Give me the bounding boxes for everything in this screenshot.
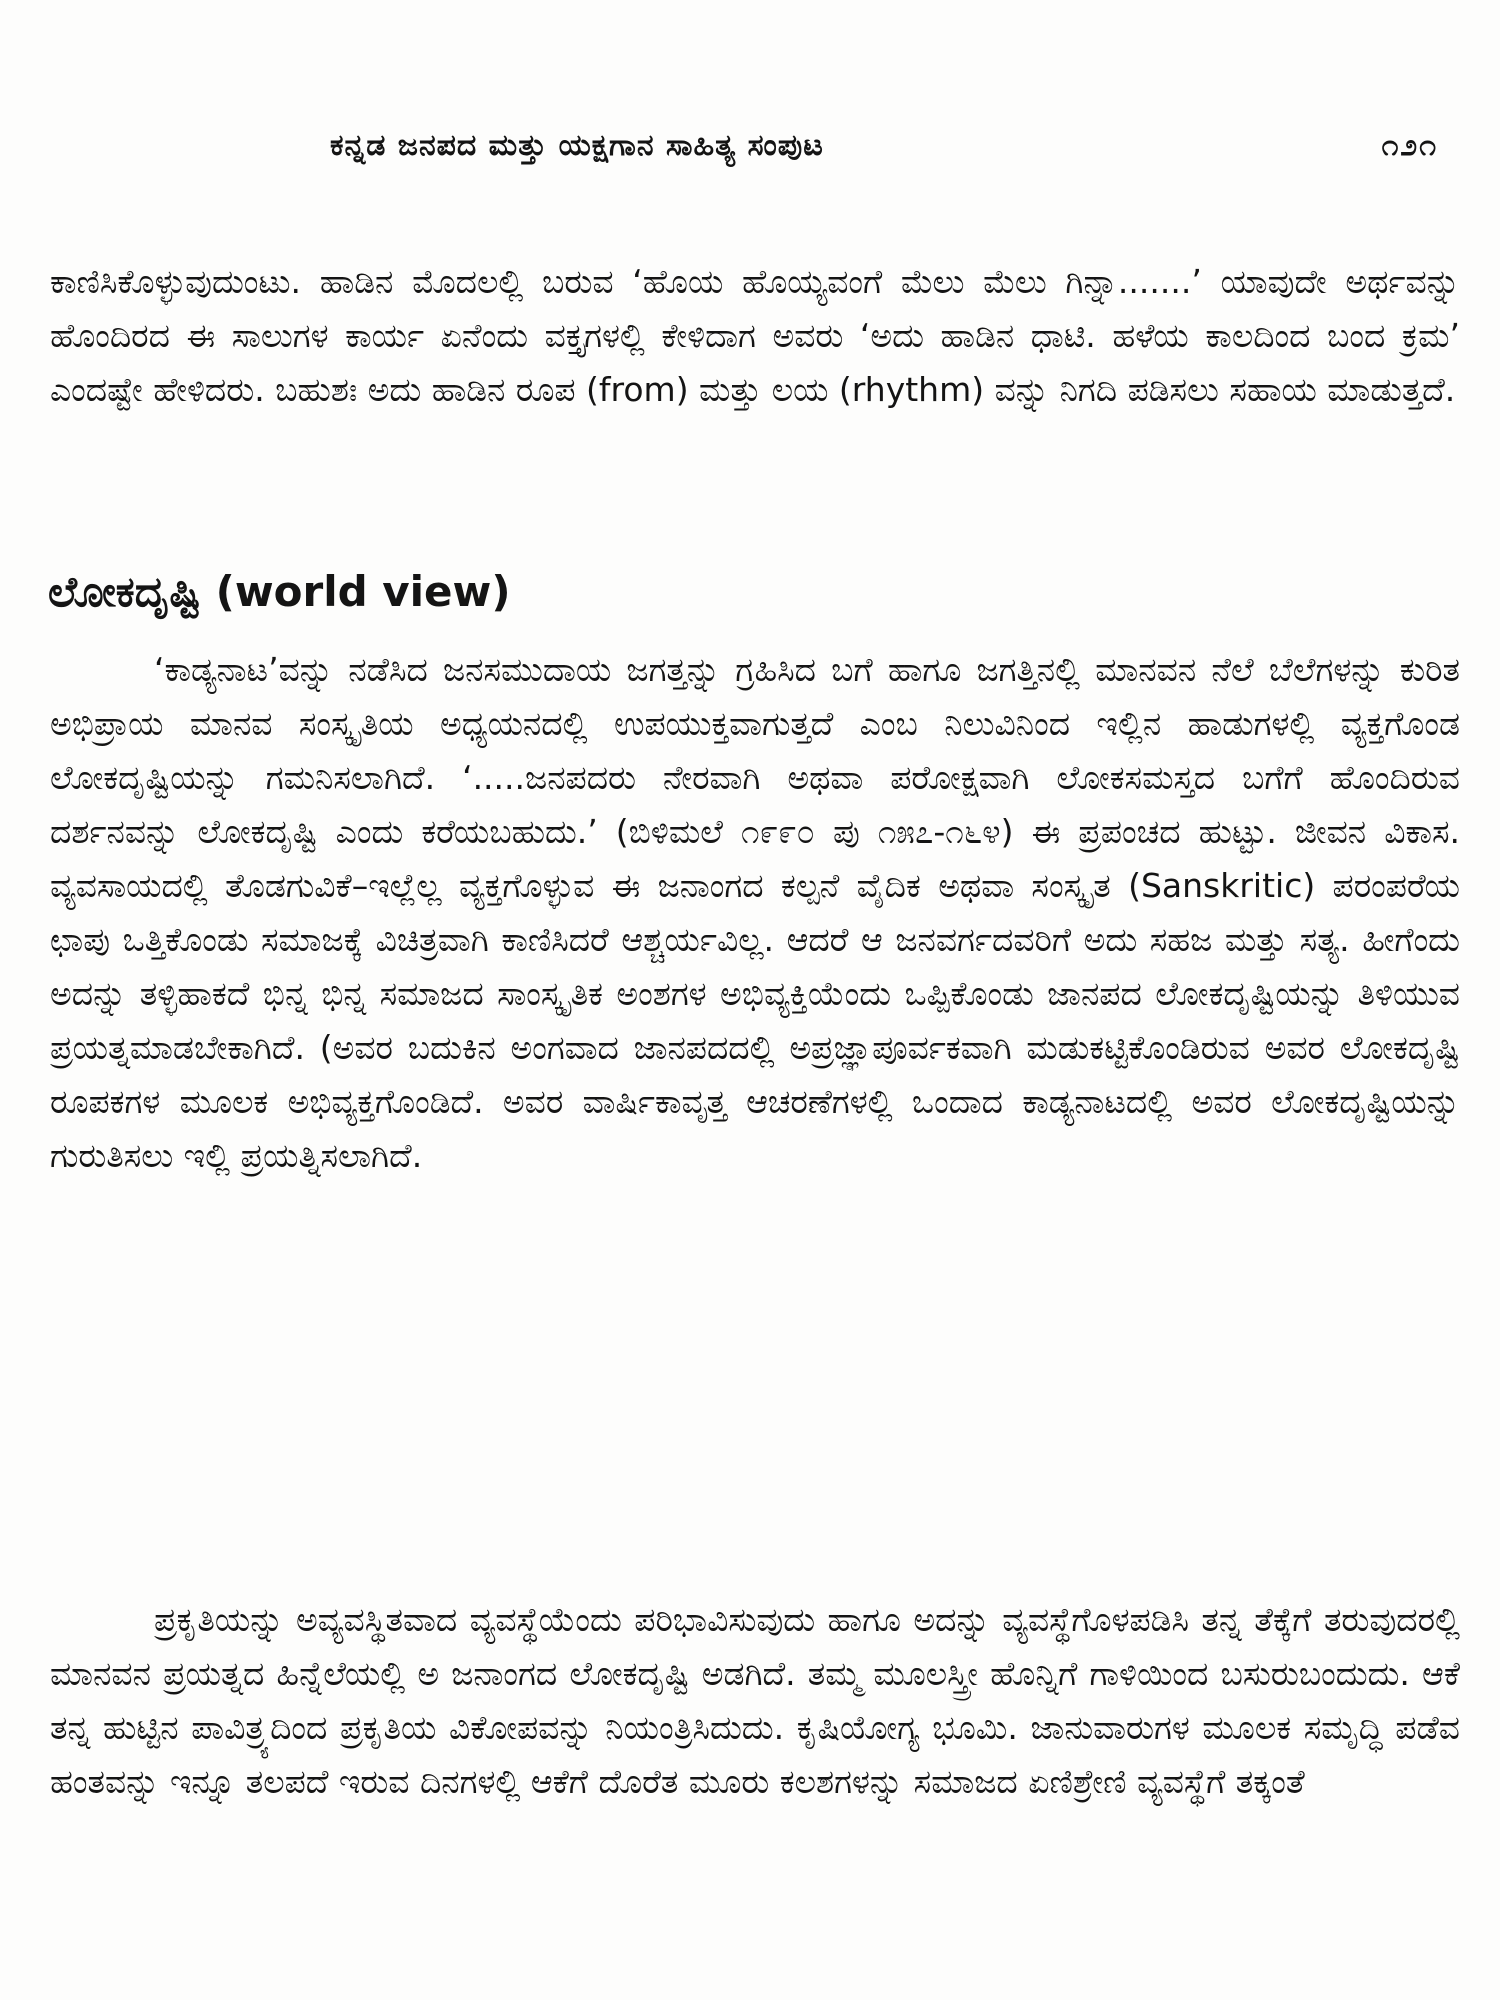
paragraph-3: ಪ್ರಕೃತಿಯನ್ನು ಅವ್ಯವಸ್ಥಿತವಾದ ವ್ಯವಸ್ಥೆಯೆಂದು ಪರಿಭಾವಿಸುವುದು ಹಾಗೂ ಅದನ್ನು ವ್ಯವಸ್ಥೆಗೊಳಪಡಿಸಿ ತನ್ನ ತೆಕ್ಕೆಗೆ ತರುವುದರಲ್ಲಿ ಮಾನವನ ಪ್ರಯತ್ನದ ಹಿನ್ನೆಲೆಯಲ್ಲಿ ಅ ಜನಾಂಗದ ಲೋಕದೃಷ್ಟಿ ಅಡಗಿದೆ. ತಮ್ಮ ಮೂಲಸ್ತ್ರೀ ಹೊನ್ನಿಗೆ ಗಾಳಿಯಿಂದ ಬಸುರುಬಂದುದು. ಆಕೆ ತನ್ನ ಹುಟ್ಟಿನ ಪಾವಿತ್ರ್ಯದಿಂದ ಪ್ರಕೃತಿಯ ವಿಕೋಪವನ್ನು ನಿಯಂತ್ರಿಸಿದುದು. ಕೃಷಿಯೋಗ್ಯ ಭೂಮಿ. ಜಾನುವಾರುಗಳ ಮೂಲಕ ಸಮೃದ್ಧಿ ಪಡೆವ ಹಂತವನ್ನು ಇನ್ನೂ ತಲಪದೆ ಇರುವ ದಿನಗಳಲ್ಲಿ ಆಕೆಗೆ ದೊರೆತ ಮೂರು ಕಲಶಗಳನ್ನು ಸಮಾಜದ ಏಣಿಶ್ರೇಣಿ ವ್ಯವಸ್ಥೆಗೆ ತಕ್ಕಂತೆ: [50, 1600, 1460, 1801]
section-heading-world-view: ಲೋಕದೃಷ್ಟಿ (world view): [48, 566, 511, 616]
paragraph-2: ‘ಕಾಡ್ಯನಾಟ’ವನ್ನು ನಡೆಸಿದ ಜನಸಮುದಾಯ ಜಗತ್ತನ್ನು ಗ್ರಹಿಸಿದ ಬಗೆ ಹಾಗೂ ಜಗತ್ತಿನಲ್ಲಿ ಮಾನವನ ನೆಲೆ ಬೆಲೆಗಳನ್ನು ಕುರಿತ ಅಭಿಪ್ರಾಯ ಮಾನವ ಸಂಸ್ಕೃತಿಯ ಅಧ್ಯಯನದಲ್ಲಿ ಉಪಯುಕ್ತವಾಗುತ್ತದೆ ಎಂಬ ನಿಲುವಿನಿಂದ ಇಲ್ಲಿನ ಹಾಡುಗಳಲ್ಲಿ ವ್ಯಕ್ತಗೊಂಡ ಲೋಕದೃಷ್ಟಿಯನ್ನು ಗಮನಿಸಲಾಗಿದೆ. ‘.....ಜನಪದರು ನೇರವಾಗಿ ಅಥವಾ ಪರೋಕ್ಷವಾಗಿ ಲೋಕಸಮಸ್ತದ ಬಗೆಗೆ ಹೊಂದಿರುವ ದರ್ಶನವನ್ನು ಲೋಕದೃಷ್ಟಿ ಎಂದು ಕರೆಯಬಹುದು.’ (ಬಿಳಿಮಲೆ ೧೯೯೦ ಪು ೧೫೭-೧೬೪) ಈ ಪ್ರಪಂಚದ ಹುಟ್ಟು. ಜೀವನ ವಿಕಾಸ. ವ್ಯವಸಾಯದಲ್ಲಿ ತೊಡಗುವಿಕೆ–ಇಲ್ಲೆಲ್ಲ ವ್ಯಕ್ತಗೊಳ್ಳುವ ಈ ಜನಾಂಗದ ಕಲ್ಪನೆ ವೈದಿಕ ಅಥವಾ ಸಂಸ್ಕೃತ (Sanskritic) ಪರಂಪರೆಯ ಛಾಪು ಒತ್ತಿಕೊಂಡು ಸಮಾಜಕ್ಕೆ ವಿಚಿತ್ರವಾಗಿ ಕಾಣಿಸಿದರೆ ಆಶ್ಚರ್ಯವಿಲ್ಲ. ಆದರೆ ಆ ಜನವರ್ಗದವರಿಗೆ ಅದು ಸಹಜ ಮತ್ತು ಸತ್ಯ. ಹೀಗೆಂದು ಅದನ್ನು ತಳ್ಳಿಹಾಕದೆ ಭಿನ್ನ ಭಿನ್ನ ಸಮಾಜದ ಸಾಂಸ್ಕೃತಿಕ ಅಂಶಗಳ ಅಭಿವ್ಯಕ್ತಿಯೆಂದು ಒಪ್ಪಿಕೊಂಡು ಜಾನಪದ ಲೋಕದೃಷ್ಟಿಯನ್ನು ತಿಳಿಯುವ ಪ್ರಯತ್ನಮಾಡಬೇಕಾಗಿದೆ. (ಅವರ ಬದುಕಿನ ಅಂಗವಾದ ಜಾನಪದದಲ್ಲಿ ಅಪ್ರಜ್ಞಾಪೂರ್ವಕವಾಗಿ ಮಡುಕಟ್ಟಿಕೊಂಡಿರುವ ಅವರ ಲೋಕದೃಷ್ಟಿ ರೂಪಕಗಳ ಮೂಲಕ ಅಭಿವ್ಯಕ್ತಗೊಂಡಿದೆ. ಅವರ ವಾರ್ಷಿಕಾವೃತ್ತ ಆಚರಣೆಗಳಲ್ಲಿ ಒಂದಾದ ಕಾಡ್ಯನಾಟದಲ್ಲಿ ಅವರ ಲೋಕದೃಷ್ಟಿಯನ್ನು ಗುರುತಿಸಲು ಇಲ್ಲಿ ಪ್ರಯತ್ನಿಸಲಾಗಿದೆ.: [50, 650, 1460, 1175]
running-head-title: ಕನ್ನಡ ಜನಪದ ಮತ್ತು ಯಕ್ಷಗಾನ ಸಾಹಿತ್ಯ ಸಂಪುಟ: [330, 128, 824, 163]
paragraph-1: ಕಾಣಿಸಿಕೊಳ್ಳುವುದುಂಟು. ಹಾಡಿನ ಮೊದಲಲ್ಲಿ ಬರುವ ‘ಹೊಯ ಹೊಯ್ಯವಂಗೆ ಮೆಲು ಮೆಲು ಗಿನ್ನಾ.......’ ಯಾವುದೇ ಅರ್ಥವನ್ನು ಹೊಂದಿರದ ಈ ಸಾಲುಗಳ ಕಾರ್ಯ ಏನೆಂದು ವಕ್ತೃಗಳಲ್ಲಿ ಕೇಳಿದಾಗ ಅವರು ‘ಅದು ಹಾಡಿನ ಧಾಟಿ. ಹಳೆಯ ಕಾಲದಿಂದ ಬಂದ ಕ್ರಮ’ ಎಂದಷ್ಟೇ ಹೇಳಿದರು. ಬಹುಶಃ ಅದು ಹಾಡಿನ ರೂಪ (from) ಮತ್ತು ಲಯ (rhythm) ವನ್ನು ನಿಗದಿ ಪಡಿಸಲು ಸಹಾಯ ಮಾಡುತ್ತದೆ.: [50, 262, 1460, 409]
page-number: ೧೨೧: [1381, 128, 1438, 163]
